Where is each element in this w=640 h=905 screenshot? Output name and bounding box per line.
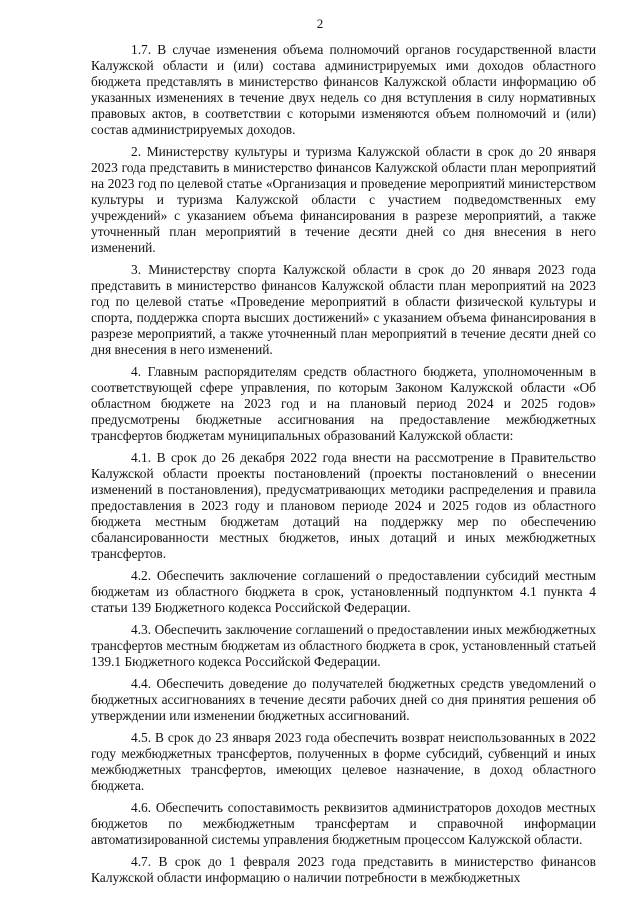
paragraph-4-7: 4.7. В срок до 1 февраля 2023 года представить в министерство финансов Калужской области информацию о наличии потребности в межбюджетных [91, 854, 596, 885]
paragraph-1-7: 1.7. В случае изменения объема полномочий органов государственной власти Калужской области и (или) состава администрируемых ими доходов областного бюджета представлять в министерство финансов Калужской области информацию об указанных изменениях в течение двух недель со дня вступления в силу нормативных правовых актов, в соответствии с которыми изменяются объем полномочий и (или) состав администрируемых доходов. [91, 42, 596, 137]
paragraph-4: 4. Главным распорядителям средств областного бюджета, уполномоченным в соответствующей сфере управления, по которым Законом Калужской области «Об областном бюджете на 2023 год и на плановый период 2024 и 2025 годов» предусмотрены бюджетные ассигнования на предоставление межбюджетных трансфертов бюджетам муниципальных образований Калужской области: [91, 364, 596, 443]
paragraph-3: 3. Министерству спорта Калужской области в срок до 20 января 2023 года представить в министерство финансов Калужской области план мероприятий на 2023 год по целевой статье «Проведение мероприятий в области физической культуры и спорта, поддержка спорта высших достижений» с указанием объема финансирования в разрезе мероприятий, а также уточненный план мероприятий в течение десяти дней со дня внесения в него изменений. [91, 262, 596, 357]
page-number: 2 [316, 16, 324, 31]
document-body [91, 42, 596, 892]
paragraph-4-4: 4.4. Обеспечить доведение до получателей бюджетных средств уведомлений о бюджетных ассигнованиях в течение десяти рабочих дней со дня принятия решения об утверждении или изменении бюджетных ассигнований. [91, 676, 596, 723]
paragraph-4-2: 4.2. Обеспечить заключение соглашений о предоставлении субсидий местным бюджетам из областного бюджета в срок, установленный подпунктом 4.1 пункта 4 статьи 139 Бюджетного кодекса Российской Федерации. [91, 568, 596, 615]
paragraph-4-3: 4.3. Обеспечить заключение соглашений о предоставлении иных межбюджетных трансфертов местным бюджетам из областного бюджета в срок, установленный статьей 139.1 Бюджетного кодекса Российской Федерации. [91, 622, 596, 669]
paragraph-2: 2. Министерству культуры и туризма Калужской области в срок до 20 января 2023 года представить в министерство финансов Калужской области план мероприятий на 2023 год по целевой статье «Организация и проведение мероприятий министерством культуры и туризма Калужской области с участием подведомственных ему учреждений» с указанием объема финансирования в разрезе мероприятий, а также уточненный план мероприятий в течение десяти дней со дня внесения в него изменений. [91, 144, 596, 255]
paragraph-4-1: 4.1. В срок до 26 декабря 2022 года внести на рассмотрение в Правительство Калужской области проекты постановлений (проекты постановлений о внесении изменений в постановления), предусматривающих методики распределения и правила предоставления в 2023 году и плановом периоде 2024 и 2025 годов из областного бюджета местным бюджетам дотаций на поддержку мер по обеспечению сбалансированности местных бюджетов, иных дотаций и иных межбюджетных трансфертов. [91, 450, 596, 561]
paragraph-4-5: 4.5. В срок до 23 января 2023 года обеспечить возврат неиспользованных в 2022 году межбюджетных трансфертов, полученных в форме субсидий, субвенций и иных межбюджетных трансфертов, имеющих целевое назначение, в доход областного бюджета. [91, 730, 596, 793]
paragraph-4-6: 4.6. Обеспечить сопоставимость реквизитов администраторов доходов местных бюджетов по межбюджетным трансфертам и справочной информации автоматизированной системы управления бюджетным процессом Калужской области. [91, 800, 596, 847]
